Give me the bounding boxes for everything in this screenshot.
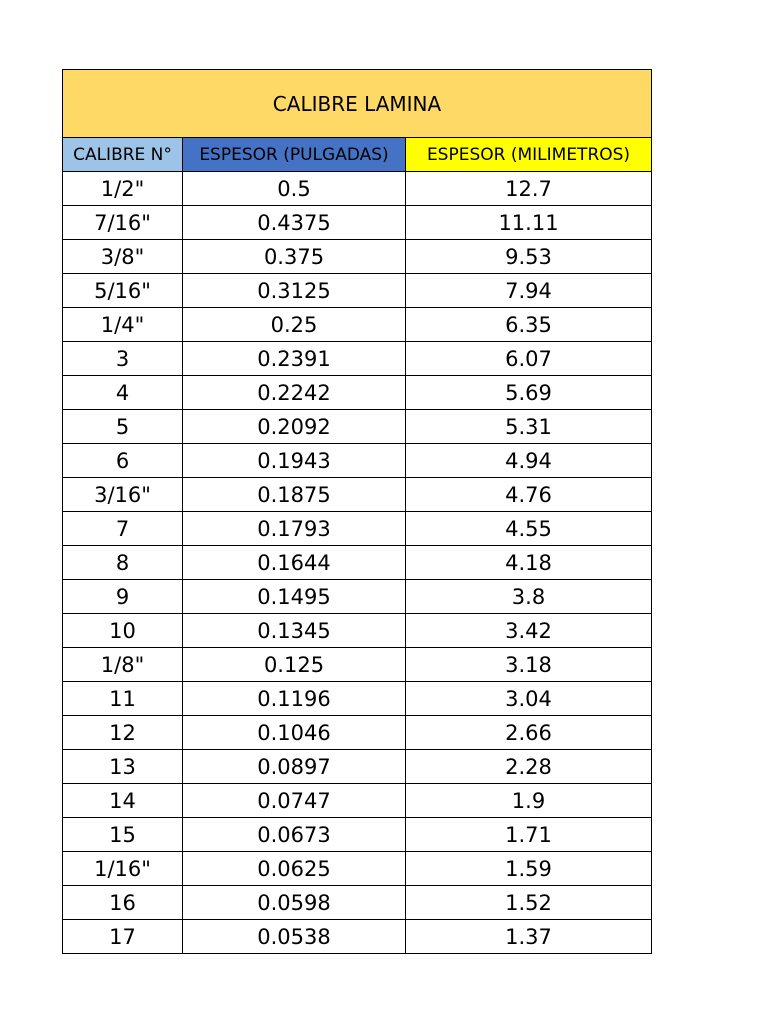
table-row (63, 410, 652, 444)
table-row (63, 580, 652, 614)
calibre-cell: 1/2" (63, 172, 183, 206)
milimetros-cell: 3.42 (406, 614, 652, 648)
milimetros-cell: 1.37 (406, 920, 652, 954)
calibre-cell: 7/16" (63, 206, 183, 240)
pulgadas-cell: 0.0625 (183, 852, 406, 886)
calibre-cell: 14 (63, 784, 183, 818)
milimetros-cell: 1.9 (406, 784, 652, 818)
calibre-cell: 5 (63, 410, 183, 444)
calibre-cell: 7 (63, 512, 183, 546)
pulgadas-cell: 0.1644 (183, 546, 406, 580)
milimetros-cell: 4.76 (406, 478, 652, 512)
table-row (63, 614, 652, 648)
calibre-cell: 16 (63, 886, 183, 920)
pulgadas-cell: 0.1943 (183, 444, 406, 478)
milimetros-cell: 3.8 (406, 580, 652, 614)
calibre-cell: 3 (63, 342, 183, 376)
header-milimetros: ESPESOR (MILIMETROS) (406, 138, 652, 172)
pulgadas-cell: 0.2391 (183, 342, 406, 376)
calibre-cell: 15 (63, 818, 183, 852)
milimetros-cell: 3.18 (406, 648, 652, 682)
table-row (63, 750, 652, 784)
pulgadas-cell: 0.1196 (183, 682, 406, 716)
pulgadas-cell: 0.125 (183, 648, 406, 682)
calibre-cell: 17 (63, 920, 183, 954)
header-calibre: CALIBRE N° (63, 138, 183, 172)
calibre-cell: 12 (63, 716, 183, 750)
pulgadas-cell: 0.3125 (183, 274, 406, 308)
milimetros-cell: 7.94 (406, 274, 652, 308)
table-row (63, 886, 652, 920)
table-row (63, 444, 652, 478)
pulgadas-cell: 0.2092 (183, 410, 406, 444)
calibre-cell: 5/16" (63, 274, 183, 308)
pulgadas-cell: 0.25 (183, 308, 406, 342)
pulgadas-cell: 0.5 (183, 172, 406, 206)
milimetros-cell: 2.28 (406, 750, 652, 784)
table-row (63, 308, 652, 342)
milimetros-cell: 6.35 (406, 308, 652, 342)
pulgadas-cell: 0.0747 (183, 784, 406, 818)
table-row (63, 342, 652, 376)
milimetros-cell: 1.59 (406, 852, 652, 886)
calibre-cell: 6 (63, 444, 183, 478)
table-body (63, 172, 652, 954)
title-row (63, 70, 652, 138)
table-row (63, 818, 652, 852)
milimetros-cell: 4.18 (406, 546, 652, 580)
gauge-table (62, 69, 652, 954)
pulgadas-cell: 0.1875 (183, 478, 406, 512)
pulgadas-cell: 0.2242 (183, 376, 406, 410)
table-row (63, 240, 652, 274)
calibre-cell: 10 (63, 614, 183, 648)
pulgadas-cell: 0.1046 (183, 716, 406, 750)
table-row (63, 478, 652, 512)
milimetros-cell: 6.07 (406, 342, 652, 376)
table-row (63, 784, 652, 818)
calibre-cell: 1/16" (63, 852, 183, 886)
table-row (63, 172, 652, 206)
calibre-cell: 11 (63, 682, 183, 716)
table-row (63, 546, 652, 580)
milimetros-cell: 5.31 (406, 410, 652, 444)
header-pulgadas: ESPESOR (PULGADAS) (183, 138, 406, 172)
table-row (63, 206, 652, 240)
calibre-cell: 1/8" (63, 648, 183, 682)
table-row (63, 716, 652, 750)
milimetros-cell: 1.52 (406, 886, 652, 920)
calibre-cell: 3/8" (63, 240, 183, 274)
table-row (63, 648, 652, 682)
table-title: CALIBRE LAMINA (63, 70, 652, 138)
pulgadas-cell: 0.0897 (183, 750, 406, 784)
milimetros-cell: 12.7 (406, 172, 652, 206)
header-row (63, 138, 652, 172)
milimetros-cell: 11.11 (406, 206, 652, 240)
table-row (63, 920, 652, 954)
calibre-cell: 9 (63, 580, 183, 614)
pulgadas-cell: 0.0598 (183, 886, 406, 920)
table-row (63, 376, 652, 410)
calibre-cell: 13 (63, 750, 183, 784)
pulgadas-cell: 0.1345 (183, 614, 406, 648)
table-row (63, 682, 652, 716)
table-row (63, 852, 652, 886)
milimetros-cell: 4.94 (406, 444, 652, 478)
pulgadas-cell: 0.1793 (183, 512, 406, 546)
calibre-cell: 4 (63, 376, 183, 410)
milimetros-cell: 9.53 (406, 240, 652, 274)
calibre-cell: 8 (63, 546, 183, 580)
milimetros-cell: 5.69 (406, 376, 652, 410)
milimetros-cell: 3.04 (406, 682, 652, 716)
pulgadas-cell: 0.0538 (183, 920, 406, 954)
table-row (63, 274, 652, 308)
calibre-cell: 3/16" (63, 478, 183, 512)
milimetros-cell: 4.55 (406, 512, 652, 546)
pulgadas-cell: 0.4375 (183, 206, 406, 240)
calibre-cell: 1/4" (63, 308, 183, 342)
pulgadas-cell: 0.1495 (183, 580, 406, 614)
table-row (63, 512, 652, 546)
pulgadas-cell: 0.0673 (183, 818, 406, 852)
pulgadas-cell: 0.375 (183, 240, 406, 274)
milimetros-cell: 2.66 (406, 716, 652, 750)
milimetros-cell: 1.71 (406, 818, 652, 852)
